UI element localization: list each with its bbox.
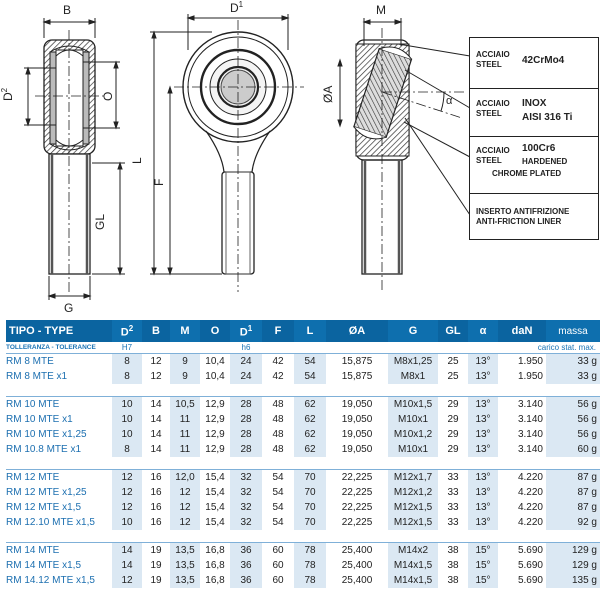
table-cell: M14x2 [388,543,438,559]
table-row [6,500,600,515]
table-cell: 33 [438,515,468,530]
table-cell: 10 [112,412,142,427]
table-cell: 13° [468,397,498,413]
table-row [6,412,600,427]
table-cell: 38 [438,543,468,559]
table-cell: 135 g [546,573,600,588]
table-cell: 14 [142,427,170,442]
table-cell: 16 [142,485,170,500]
table-cell: 32 [230,485,262,500]
table-cell: 12 [170,515,200,530]
table-cell: 92 g [546,515,600,530]
table-cell: 13° [468,369,498,384]
table-cell: 15° [468,573,498,588]
table-cell: 19 [142,573,170,588]
table-cell: 10,4 [200,369,230,384]
table-cell: 29 [438,442,468,457]
table-row [6,427,600,442]
cell-type: RM 12 MTE [6,470,112,486]
col-header-b: B [142,320,170,342]
table-cell: M8x1,25 [388,354,438,370]
label-OA: ØA [321,85,335,103]
table-cell: 13° [468,427,498,442]
table-row [6,369,600,384]
material-label-en: STEEL [476,60,502,69]
table-cell: 13° [468,470,498,486]
table-cell: 48 [262,412,294,427]
table-cell: 48 [262,427,294,442]
table-cell: M12x1,2 [388,485,438,500]
table-cell: 10 [112,427,142,442]
table-cell: 10,4 [200,354,230,370]
material-grade-2: AISI 316 Ti [522,112,573,123]
table-cell: 14 [142,442,170,457]
materials-legend [469,37,599,240]
table-cell: 14 [112,558,142,573]
table-cell: 16,8 [200,573,230,588]
table-cell: 42 [262,369,294,384]
side-section-view [24,18,125,300]
table-cell: 15° [468,558,498,573]
table-cell: 12,9 [200,412,230,427]
table-cell: 32 [230,515,262,530]
table-row [6,354,600,370]
cell-type: RM 8 MTE [6,354,112,370]
table-cell: 78 [294,543,326,559]
table-cell: 16 [142,470,170,486]
table-cell: M14x1,5 [388,558,438,573]
material-row [470,89,598,137]
table-cell: 13° [468,485,498,500]
table-cell: 5.690 [498,573,546,588]
table-cell: 12 [112,500,142,515]
cell-type: RM 14.12 MTE x1,5 [6,573,112,588]
table-cell: 14 [142,397,170,413]
table-cell: 78 [294,558,326,573]
load-label: carico stat. max. [537,343,596,352]
table-cell: 70 [294,470,326,486]
table-cell: 13° [468,442,498,457]
table-cell: 11 [170,412,200,427]
table-cell: 12 [112,470,142,486]
cell-type: RM 12 MTE x1,25 [6,485,112,500]
table-cell: 60 [262,558,294,573]
table-cell: 5.690 [498,543,546,559]
table-cell: 24 [230,354,262,370]
material-label-en: STEEL [476,156,502,165]
table-cell: 8 [112,354,142,370]
table-cell: 87 g [546,500,600,515]
group-spacer [6,457,600,470]
table-row [6,442,600,457]
table-cell: 28 [230,397,262,413]
table-cell: 129 g [546,558,600,573]
table-cell: 16 [142,500,170,515]
col-header-d1: $D^1$ [230,320,262,342]
col-header-f: F [262,320,294,342]
table-cell: 78 [294,573,326,588]
table-cell: 12 [142,369,170,384]
table-cell: 29 [438,427,468,442]
table-cell: M12x1,7 [388,470,438,486]
table-cell: 22,225 [326,485,388,500]
table-cell: M10x1 [388,442,438,457]
cell-type: RM 8 MTE x1 [6,369,112,384]
label-D1: $D^1$ [230,0,244,15]
table-cell: 13° [468,515,498,530]
label-B: B [63,3,72,17]
table-cell: 3.140 [498,442,546,457]
table-cell: 14 [142,412,170,427]
table-cell: 33 [438,470,468,486]
table-cell: 15° [468,543,498,559]
material-grade: 100Cr6 [522,143,556,154]
table-cell: 38 [438,558,468,573]
table-cell: 62 [294,412,326,427]
table-cell: 15,4 [200,515,230,530]
table-cell: 25,400 [326,573,388,588]
col-header-gl: GL [438,320,468,342]
table-row [6,573,600,588]
table-cell: 25,400 [326,558,388,573]
table-cell: 12 [112,573,142,588]
table-cell: 54 [294,354,326,370]
col-header-dan: daN [498,320,546,342]
table-header-row [6,320,600,342]
table-cell: 25,400 [326,543,388,559]
col-header-mass: massa [546,320,600,342]
table-cell: 16 [142,515,170,530]
material-treatment-2: CHROME PLATED [492,169,562,178]
table-cell: 22,225 [326,470,388,486]
cell-type: RM 10.8 MTE x1 [6,442,112,457]
cell-type: RM 10 MTE [6,397,112,413]
table-cell: 25 [438,354,468,370]
col-header-l: L [294,320,326,342]
table-cell: 33 [438,500,468,515]
table-cell: 8 [112,369,142,384]
table-cell: 13,5 [170,558,200,573]
table-cell: 10 [112,515,142,530]
col-header-m: M [170,320,200,342]
cell-type: RM 14 MTE x1,5 [6,558,112,573]
table-cell: 60 g [546,442,600,457]
table-cell: 19 [142,558,170,573]
front-view [150,14,304,292]
table-cell: 15,4 [200,470,230,486]
table-cell: 70 [294,485,326,500]
material-label-en: STEEL [476,109,502,118]
table-cell: 12,9 [200,397,230,413]
table-cell: 42 [262,354,294,370]
table-cell: 36 [230,543,262,559]
table-cell: 8 [112,442,142,457]
table-cell: 54 [262,500,294,515]
cell-type: RM 12 MTE x1,5 [6,500,112,515]
label-alpha: α [446,95,453,107]
table-cell: 62 [294,397,326,413]
table-cell: 12,9 [200,427,230,442]
table-cell: 19 [142,543,170,559]
table-cell: 48 [262,397,294,413]
table-cell: 11 [170,442,200,457]
table-cell: 25 [438,369,468,384]
table-cell: 12,9 [200,442,230,457]
tilted-section-view [338,18,470,292]
table-cell: 13,5 [170,573,200,588]
table-cell: 19,050 [326,427,388,442]
table-cell: 48 [262,442,294,457]
table-cell: 129 g [546,543,600,559]
label-D2: $D^2$ [0,87,15,101]
table-cell: 19,050 [326,442,388,457]
table-cell: 1.950 [498,354,546,370]
cell-type: RM 10 MTE x1 [6,412,112,427]
table-cell: 32 [230,500,262,515]
table-cell: 28 [230,412,262,427]
table-cell: 56 g [546,412,600,427]
table-cell: 33 [438,485,468,500]
table-cell: 10,5 [170,397,200,413]
table-row [6,485,600,500]
tolerance-row [6,342,600,354]
table-row [6,397,600,413]
table-cell: M12x1,5 [388,500,438,515]
table-cell: 13° [468,412,498,427]
table-cell: 15,4 [200,485,230,500]
table-cell: 24 [230,369,262,384]
table-cell: 54 [262,470,294,486]
table-cell: 13° [468,354,498,370]
tolerance-label: TOLLERANZA - TOLERANCE [6,344,96,351]
table-cell: 3.140 [498,412,546,427]
table-cell: M10x1 [388,412,438,427]
table-cell: M8x1 [388,369,438,384]
label-G: G [64,301,74,315]
liner-label-it: INSERTO ANTIFRIZIONE [476,207,570,216]
table-cell: M10x1,2 [388,427,438,442]
table-cell: 87 g [546,470,600,486]
table-cell: 28 [230,427,262,442]
table-cell: 9 [170,354,200,370]
label-F: F [152,178,166,186]
table-row [6,558,600,573]
table-cell: 19,050 [326,412,388,427]
material-row [470,137,598,194]
col-header-alpha: α [468,320,498,342]
material-row [470,194,598,238]
table-cell: 4.220 [498,485,546,500]
table-cell: 62 [294,427,326,442]
table-cell: 4.220 [498,500,546,515]
table-cell: 32 [230,470,262,486]
tolerance-d2: H7 [121,343,133,352]
table-cell: 4.220 [498,470,546,486]
table-cell: 5.690 [498,558,546,573]
table-cell: 13° [468,500,498,515]
table-cell: 22,225 [326,515,388,530]
table-cell: 4.220 [498,515,546,530]
table-cell: 70 [294,500,326,515]
table-cell: 54 [262,485,294,500]
table-cell: 3.140 [498,427,546,442]
table-cell: 36 [230,558,262,573]
table-cell: 33 g [546,354,600,370]
table-cell: 62 [294,442,326,457]
cell-type: RM 10 MTE x1,25 [6,427,112,442]
table-cell: 54 [294,369,326,384]
table-cell: 60 [262,573,294,588]
table-cell: 13,5 [170,543,200,559]
table-cell: 56 g [546,397,600,413]
table-cell: 22,225 [326,500,388,515]
table-cell: 19,050 [326,397,388,413]
material-label-it: ACCIAIO [476,99,510,108]
table-cell: 16,8 [200,558,230,573]
table-body [6,354,600,589]
table-cell: 29 [438,412,468,427]
table-cell: 14 [112,543,142,559]
material-row [470,38,598,89]
table-row [6,543,600,559]
spec-table [6,320,600,588]
table-cell: 15,4 [200,500,230,515]
table-cell: 56 g [546,427,600,442]
label-M: M [376,3,386,17]
table-cell: 11 [170,427,200,442]
col-header-oa: ØA [326,320,388,342]
table-cell: 36 [230,573,262,588]
table-cell: M12x1,5 [388,515,438,530]
table-cell: 33 g [546,369,600,384]
table-cell: 10 [112,397,142,413]
table-cell: 60 [262,543,294,559]
table-cell: 3.140 [498,397,546,413]
material-grade: 42CrMo4 [522,55,565,66]
label-O: O [101,91,115,101]
table-cell: 12 [170,500,200,515]
table-cell: 1.950 [498,369,546,384]
table-cell: 12 [170,485,200,500]
table-row [6,515,600,530]
table-cell: 15,875 [326,369,388,384]
material-treatment: HARDENED [522,157,568,166]
col-header-type: TIPO - TYPE [6,320,112,342]
table-cell: 12 [142,354,170,370]
table-cell: 54 [262,515,294,530]
table-cell: 29 [438,397,468,413]
material-label-it: ACCIAIO [476,146,510,155]
cell-type: RM 12.10 MTE x1,5 [6,515,112,530]
table-cell: 87 g [546,485,600,500]
table-cell: 38 [438,573,468,588]
table-cell: M14x1,5 [388,573,438,588]
table-row [6,470,600,486]
tolerance-d1: h6 [241,343,251,352]
col-header-o: O [200,320,230,342]
table-cell: 9 [170,369,200,384]
table-cell: 15,875 [326,354,388,370]
table-cell: M10x1,5 [388,397,438,413]
table-cell: 16,8 [200,543,230,559]
table-cell: 28 [230,442,262,457]
col-header-d2: $D^2$ [112,320,142,342]
material-label-it: ACCIAIO [476,50,510,59]
col-header-g: G [388,320,438,342]
table-cell: 12 [112,485,142,500]
cell-type: RM 14 MTE [6,543,112,559]
group-spacer [6,530,600,543]
group-spacer [6,384,600,397]
label-L: L [130,157,144,164]
table-cell: 12,0 [170,470,200,486]
liner-label-en: ANTI-FRICTION LINER [476,217,562,226]
table-cell: 70 [294,515,326,530]
material-grade: INOX [522,98,547,109]
label-GL: GL [93,213,107,230]
